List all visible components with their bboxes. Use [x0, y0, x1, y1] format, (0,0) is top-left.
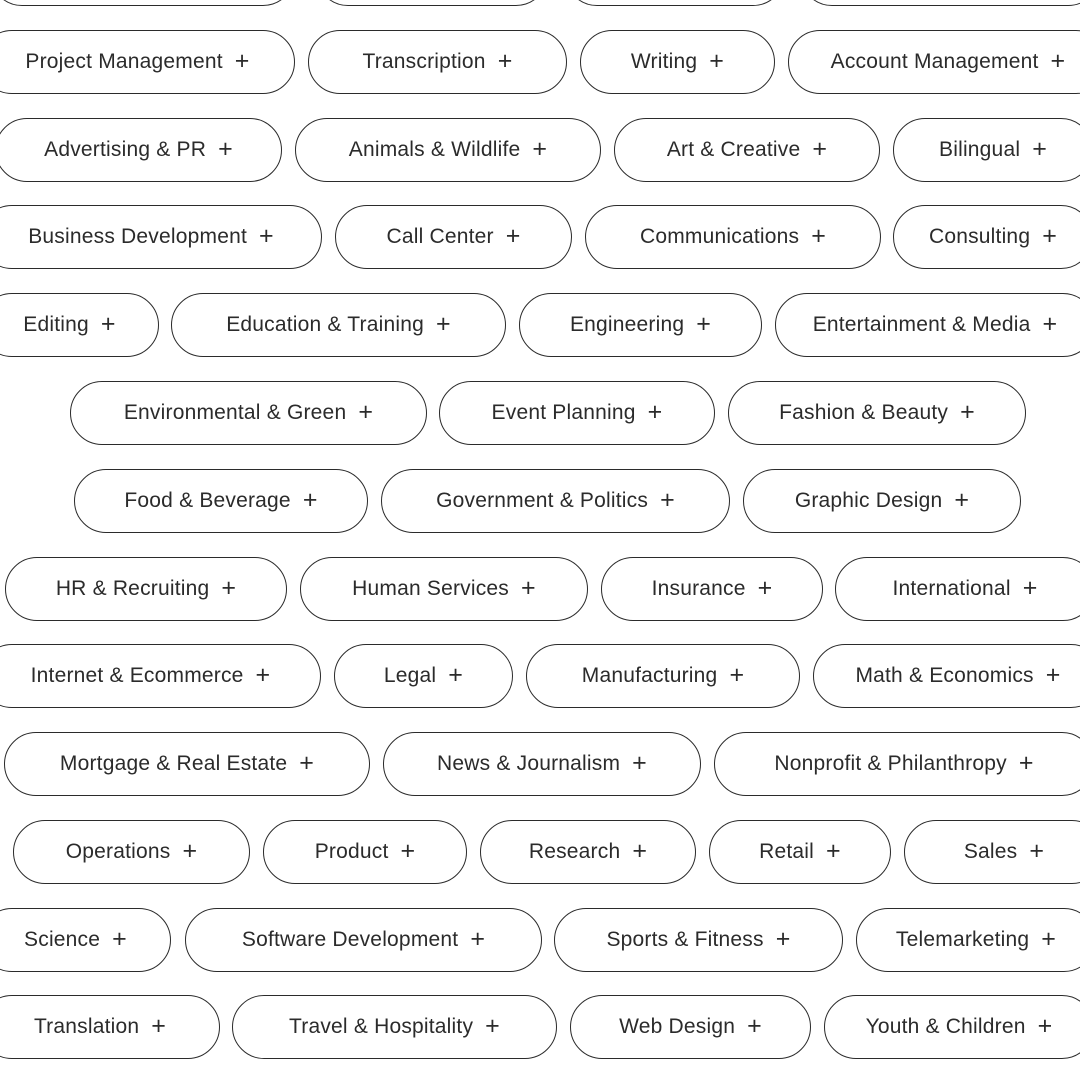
- plus-icon: +: [302, 485, 318, 514]
- chip-human-services[interactable]: [300, 557, 588, 621]
- chip-label: Software Development: [241, 928, 459, 951]
- plus-icon: +: [182, 836, 198, 865]
- plus-icon: +: [811, 221, 826, 250]
- chip-entertainment-and-media[interactable]: [775, 293, 1080, 357]
- chip-consulting[interactable]: [893, 205, 1080, 269]
- plus-icon: +: [1029, 836, 1045, 865]
- chip-engineering[interactable]: [519, 293, 762, 357]
- chip-food-and-beverage[interactable]: [74, 469, 368, 533]
- plus-icon: +: [234, 46, 250, 75]
- chip-sports-and-fitness[interactable]: [554, 908, 843, 972]
- chip-youth-and-children[interactable]: [824, 995, 1080, 1059]
- chip-label: Fashion & Beauty: [779, 401, 949, 424]
- chip-label: Engineering: [569, 313, 685, 336]
- plus-icon: +: [1032, 134, 1047, 163]
- chip-label: Human Services: [352, 577, 510, 600]
- chip-advertising-and-pr[interactable]: [0, 118, 282, 182]
- chip-label: Project Management: [25, 50, 223, 73]
- plus-icon: +: [1018, 748, 1034, 777]
- chip-label: Telemarketing: [895, 928, 1030, 951]
- plus-icon: +: [497, 46, 513, 75]
- chip-hr-and-recruiting[interactable]: [5, 557, 287, 621]
- chip-project-management[interactable]: [0, 30, 295, 94]
- chip-manufacturing[interactable]: [526, 644, 800, 708]
- chip-research[interactable]: [480, 820, 696, 884]
- plus-icon: +: [435, 309, 451, 338]
- chip-label: Math & Economics: [855, 664, 1034, 687]
- chip-label: Bilingual: [939, 138, 1021, 161]
- chip-label: Art & Creative: [666, 138, 801, 161]
- chip-fashion-and-beauty[interactable]: [728, 381, 1026, 445]
- chip-label: Product: [314, 840, 389, 863]
- chip-label: International: [892, 577, 1011, 600]
- chip-label: Call Center: [386, 225, 494, 248]
- chip-graphic-design[interactable]: [743, 469, 1021, 533]
- chip-legal[interactable]: [334, 644, 513, 708]
- plus-icon: +: [100, 309, 116, 338]
- plus-icon: +: [1037, 1011, 1053, 1040]
- plus-icon: +: [1041, 924, 1057, 953]
- chip-education-and-training[interactable]: [171, 293, 506, 357]
- chip-writing[interactable]: [580, 30, 775, 94]
- chip-partial[interactable]: [565, 0, 785, 6]
- chip-label: Sales: [963, 840, 1018, 863]
- plus-icon: +: [112, 924, 127, 953]
- chip-transcription[interactable]: [308, 30, 567, 94]
- chip-label: News & Journalism: [437, 752, 621, 775]
- chip-label: Nonprofit & Philanthropy: [774, 752, 1007, 775]
- plus-icon: +: [505, 221, 521, 250]
- plus-icon: +: [757, 573, 773, 602]
- plus-icon: +: [812, 134, 828, 163]
- chip-software-development[interactable]: [185, 908, 542, 972]
- chip-label: Youth & Children: [865, 1015, 1026, 1038]
- chip-web-design[interactable]: [570, 995, 811, 1059]
- plus-icon: +: [954, 485, 970, 514]
- plus-icon: +: [1045, 660, 1061, 689]
- plus-icon: +: [826, 836, 841, 865]
- chip-label: Communications: [639, 225, 800, 248]
- plus-icon: +: [632, 836, 648, 865]
- plus-icon: +: [448, 660, 464, 689]
- plus-icon: +: [218, 134, 233, 163]
- chip-animals-and-wildlife[interactable]: [295, 118, 601, 182]
- chip-label: Entertainment & Media: [812, 313, 1031, 336]
- chip-label: Science: [24, 928, 101, 951]
- chip-label: Legal: [383, 664, 437, 687]
- chip-news-and-journalism[interactable]: [383, 732, 701, 796]
- plus-icon: +: [660, 485, 675, 514]
- plus-icon: +: [151, 1011, 167, 1040]
- plus-icon: +: [258, 221, 274, 250]
- chip-label: Transcription: [362, 50, 486, 73]
- chip-label: Research: [528, 840, 621, 863]
- chip-insurance[interactable]: [601, 557, 823, 621]
- plus-icon: +: [647, 397, 663, 426]
- plus-icon: +: [521, 573, 536, 602]
- plus-icon: +: [299, 748, 315, 777]
- chip-international[interactable]: [835, 557, 1080, 621]
- chip-label: Environmental & Green: [123, 401, 347, 424]
- chip-art-and-creative[interactable]: [614, 118, 880, 182]
- chip-travel-and-hospitality[interactable]: [232, 995, 557, 1059]
- chip-label: Graphic Design: [794, 489, 943, 512]
- chip-partial[interactable]: [316, 0, 548, 6]
- plus-icon: +: [470, 924, 486, 953]
- plus-icon: +: [775, 924, 791, 953]
- chip-editing[interactable]: [0, 293, 159, 357]
- plus-icon: +: [960, 397, 975, 426]
- plus-icon: +: [709, 46, 725, 75]
- chip-government-and-politics[interactable]: [381, 469, 730, 533]
- chip-label: Account Management: [830, 50, 1039, 73]
- plus-icon: +: [696, 309, 712, 338]
- chip-label: Operations: [65, 840, 171, 863]
- chip-event-planning[interactable]: [439, 381, 715, 445]
- chip-label: Translation: [33, 1015, 140, 1038]
- plus-icon: +: [400, 836, 416, 865]
- chip-telemarketing[interactable]: [856, 908, 1080, 972]
- chip-label: Insurance: [651, 577, 746, 600]
- chip-label: Sports & Fitness: [606, 928, 764, 951]
- chip-sales[interactable]: [904, 820, 1080, 884]
- chip-call-center[interactable]: [335, 205, 572, 269]
- plus-icon: +: [1050, 46, 1066, 75]
- chip-label: Retail: [759, 840, 815, 863]
- chip-label: Business Development: [28, 225, 247, 248]
- plus-icon: +: [1022, 573, 1038, 602]
- chip-environmental-and-green[interactable]: [70, 381, 427, 445]
- chip-label: Internet & Ecommerce: [30, 664, 244, 687]
- chip-math-and-economics[interactable]: [813, 644, 1080, 708]
- plus-icon: +: [729, 660, 745, 689]
- plus-icon: +: [358, 397, 374, 426]
- chip-retail[interactable]: [709, 820, 891, 884]
- chip-nonprofit-and-philanthropy[interactable]: [714, 732, 1080, 796]
- chip-label: Event Planning: [491, 401, 636, 424]
- chip-account-management[interactable]: [788, 30, 1080, 94]
- chip-translation[interactable]: [0, 995, 220, 1059]
- plus-icon: +: [1042, 309, 1058, 338]
- chip-internet-and-ecommerce[interactable]: [0, 644, 321, 708]
- chip-label: Consulting: [928, 225, 1031, 248]
- chip-label: Mortgage & Real Estate: [59, 752, 288, 775]
- chip-label: Travel & Hospitality: [289, 1015, 474, 1038]
- chip-label: Animals & Wildlife: [348, 138, 521, 161]
- chip-operations[interactable]: [13, 820, 250, 884]
- chip-partial[interactable]: [0, 0, 295, 6]
- chip-label: Editing: [23, 313, 89, 336]
- chip-product[interactable]: [263, 820, 467, 884]
- plus-icon: +: [532, 134, 548, 163]
- plus-icon: +: [632, 748, 647, 777]
- plus-icon: +: [485, 1011, 500, 1040]
- chip-partial[interactable]: [800, 0, 1080, 6]
- chip-label: Government & Politics: [436, 489, 649, 512]
- chip-label: Food & Beverage: [124, 489, 291, 512]
- chip-label: Writing: [630, 50, 698, 73]
- chip-label: Manufacturing: [581, 664, 718, 687]
- plus-icon: +: [255, 660, 271, 689]
- plus-icon: +: [747, 1011, 762, 1040]
- chip-science[interactable]: [0, 908, 171, 972]
- chip-label: HR & Recruiting: [55, 577, 210, 600]
- chip-business-development[interactable]: [0, 205, 322, 269]
- plus-icon: +: [221, 573, 237, 602]
- chip-label: Web Design: [619, 1015, 736, 1038]
- chip-bilingual[interactable]: [893, 118, 1080, 182]
- plus-icon: +: [1042, 221, 1058, 250]
- chip-communications[interactable]: [585, 205, 881, 269]
- chip-label: Advertising & PR: [44, 138, 207, 161]
- chip-mortgage-and-real-estate[interactable]: [4, 732, 370, 796]
- chip-label: Education & Training: [226, 313, 424, 336]
